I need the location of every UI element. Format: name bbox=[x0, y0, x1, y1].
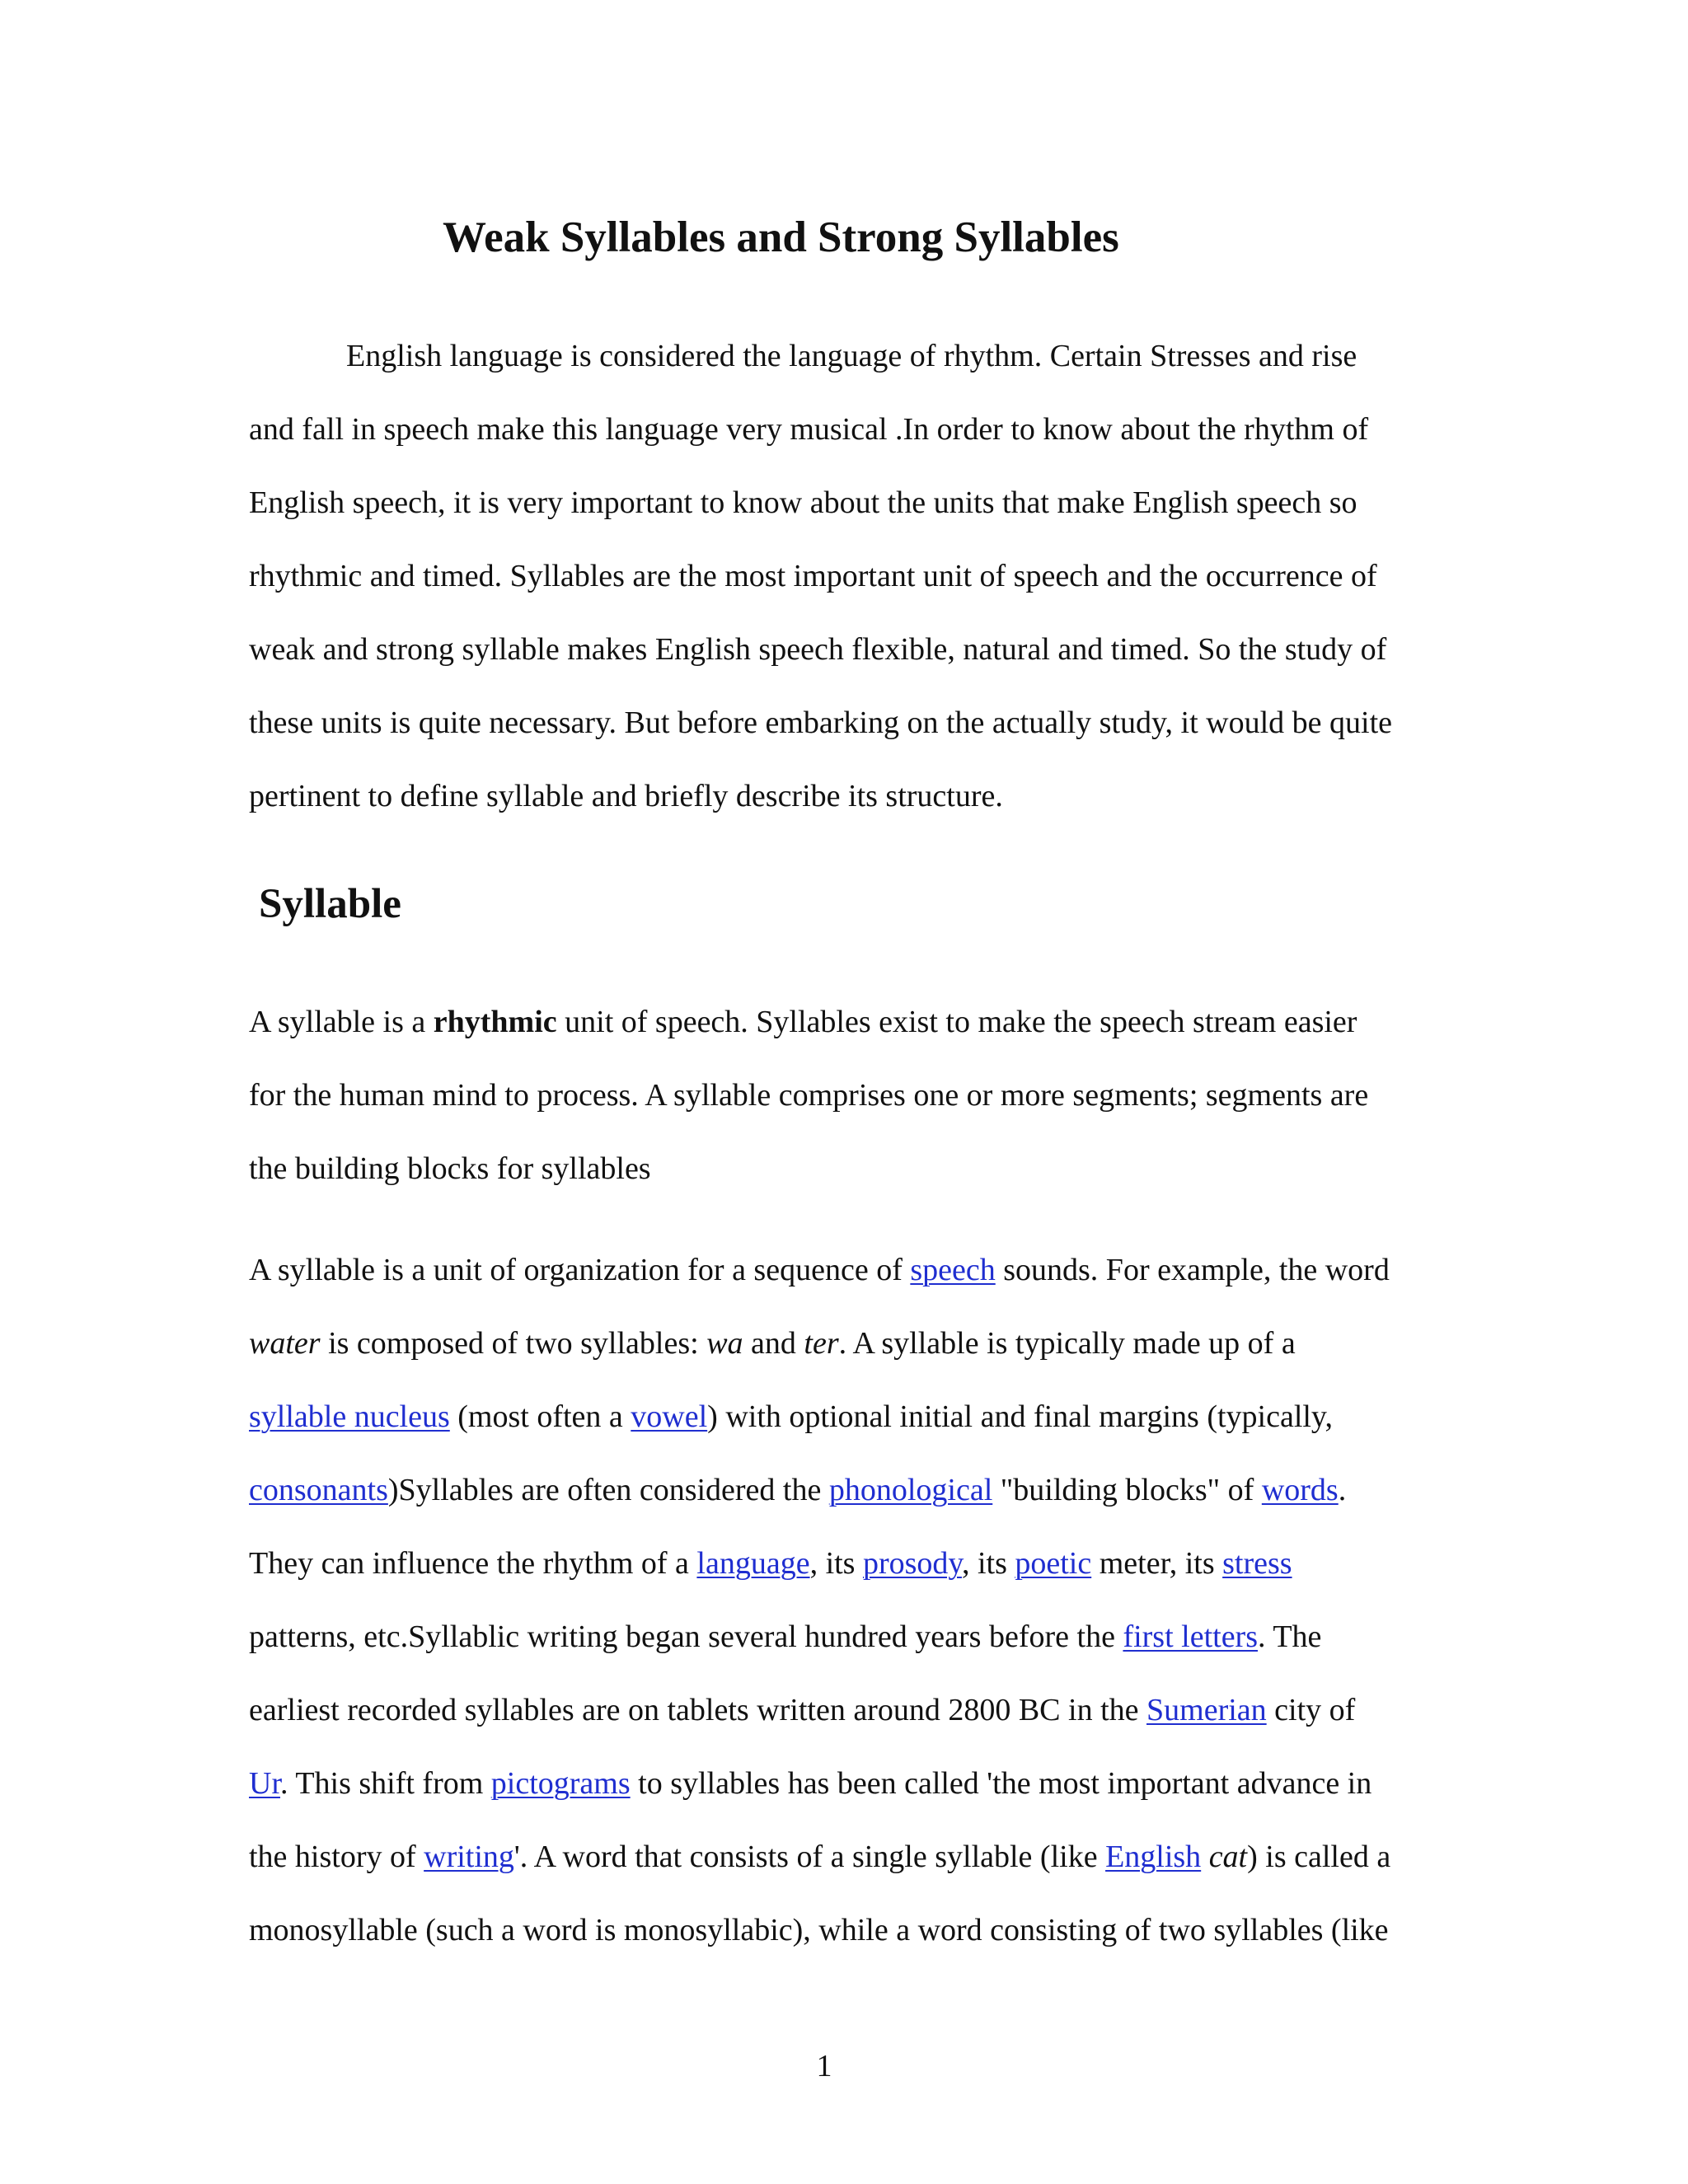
link-syllable-nucleus[interactable]: syllable nucleus bbox=[249, 1399, 450, 1434]
text-run: meter, its bbox=[1091, 1546, 1223, 1581]
paragraph-line bbox=[249, 1747, 1452, 1821]
text-run: "building blocks" of bbox=[992, 1473, 1262, 1507]
text-run: (most often a bbox=[449, 1399, 631, 1434]
link-first-letters[interactable]: first letters bbox=[1123, 1619, 1258, 1654]
document-title: Weak Syllables and Strong Syllables bbox=[443, 213, 1119, 261]
paragraph-line: weak and strong syllable makes English speech flexible, natural and timed. So the study of bbox=[249, 632, 1387, 667]
text-run: . bbox=[1338, 1473, 1347, 1507]
intro-paragraph bbox=[249, 320, 1452, 833]
link-stress[interactable]: stress bbox=[1222, 1546, 1292, 1581]
paragraph-line bbox=[249, 1527, 1452, 1601]
link-phonological[interactable]: phonological bbox=[828, 1473, 993, 1507]
text-run: earliest recorded syllables are on tablets written around 2800 BC in the bbox=[249, 1693, 1147, 1727]
link-writing[interactable]: writing bbox=[424, 1840, 514, 1874]
text-run: ) with optional initial and final margins (typically, bbox=[707, 1399, 1333, 1434]
link-speech[interactable]: speech bbox=[910, 1253, 996, 1287]
text-run: and bbox=[743, 1326, 804, 1361]
paragraph-line bbox=[249, 1380, 1452, 1454]
paragraph-line bbox=[249, 1674, 1452, 1747]
text-run: unit of speech. Syllables exist to make the speech stream easier bbox=[556, 1005, 1357, 1039]
link-english[interactable]: English bbox=[1105, 1840, 1202, 1874]
link-consonants[interactable]: consonants bbox=[249, 1473, 388, 1507]
text-run: '. A word that consists of a single syllable (like bbox=[513, 1840, 1106, 1874]
text-run: ) is called a bbox=[1247, 1840, 1391, 1874]
paragraph-line: monosyllable (such a word is monosyllabic), while a word consisting of two syllables (like bbox=[249, 1913, 1389, 1947]
text-run: city of bbox=[1266, 1693, 1356, 1727]
link-vowel[interactable]: vowel bbox=[631, 1399, 708, 1434]
paragraph-line: English language is considered the language of rhythm. Certain Stresses and rise bbox=[346, 339, 1357, 373]
text-run: . The bbox=[1258, 1619, 1322, 1654]
paragraph-line bbox=[249, 1234, 1452, 1307]
bold-term: rhythmic bbox=[433, 1005, 557, 1039]
paragraph-line bbox=[249, 1307, 1452, 1380]
text-run: )Syllables are often considered the bbox=[387, 1473, 829, 1507]
italic-term: water bbox=[249, 1326, 321, 1361]
paragraph-line bbox=[249, 1601, 1452, 1674]
text-run: sounds. For example, the word bbox=[995, 1253, 1390, 1287]
body-paragraph bbox=[249, 1234, 1452, 1967]
text-run: the history of bbox=[249, 1840, 424, 1874]
link-prosody[interactable]: prosody bbox=[862, 1546, 962, 1581]
text-run: , its bbox=[961, 1546, 1015, 1581]
link-words[interactable]: words bbox=[1261, 1473, 1339, 1507]
text-run bbox=[1201, 1840, 1209, 1874]
link-sumerian[interactable]: Sumerian bbox=[1146, 1693, 1267, 1727]
paragraph-line: for the human mind to process. A syllable comprises one or more segments; segments are bbox=[249, 1078, 1369, 1113]
paragraph-line: English speech, it is very important to know about the units that make English speech so bbox=[249, 485, 1357, 520]
paragraph-line: rhythmic and timed. Syllables are the most important unit of speech and the occurrence of bbox=[249, 559, 1377, 593]
italic-term: wa bbox=[706, 1326, 743, 1361]
italic-term: cat bbox=[1208, 1840, 1248, 1874]
paragraph-line: the building blocks for syllables bbox=[249, 1151, 651, 1186]
text-run: is composed of two syllables: bbox=[320, 1326, 707, 1361]
link-ur[interactable]: Ur bbox=[249, 1766, 280, 1801]
paragraph-line: pertinent to define syllable and briefly describe its structure. bbox=[249, 779, 1003, 813]
definition-paragraph bbox=[249, 986, 1452, 1206]
paragraph-line: and fall in speech make this language very musical .In order to know about the rhythm of bbox=[249, 412, 1369, 447]
text-run: to syllables has been called 'the most important advance in bbox=[630, 1766, 1372, 1801]
text-run: patterns, etc.Syllablic writing began several hundred years before the bbox=[249, 1619, 1123, 1654]
link-pictograms[interactable]: pictograms bbox=[490, 1766, 631, 1801]
italic-term: ter bbox=[804, 1326, 839, 1361]
text-run: They can influence the rhythm of a bbox=[249, 1546, 697, 1581]
text-run: , its bbox=[809, 1546, 863, 1581]
paragraph-line bbox=[249, 1454, 1452, 1527]
text-run: A syllable is a unit of organization for a sequence of bbox=[249, 1253, 911, 1287]
text-run: . A syllable is typically made up of a bbox=[838, 1326, 1296, 1361]
paragraph-line bbox=[249, 1821, 1452, 1894]
text-run: . This shift from bbox=[280, 1766, 491, 1801]
link-language[interactable]: language bbox=[696, 1546, 810, 1581]
paragraph-line: these units is quite necessary. But before embarking on the actually study, it would be quite bbox=[249, 705, 1393, 740]
text-run: A syllable is a bbox=[249, 1005, 434, 1039]
paragraph-line bbox=[249, 986, 1452, 1059]
page-number: 1 bbox=[816, 2049, 832, 2083]
section-heading: Syllable bbox=[259, 881, 401, 927]
link-poetic[interactable]: poetic bbox=[1015, 1546, 1092, 1581]
